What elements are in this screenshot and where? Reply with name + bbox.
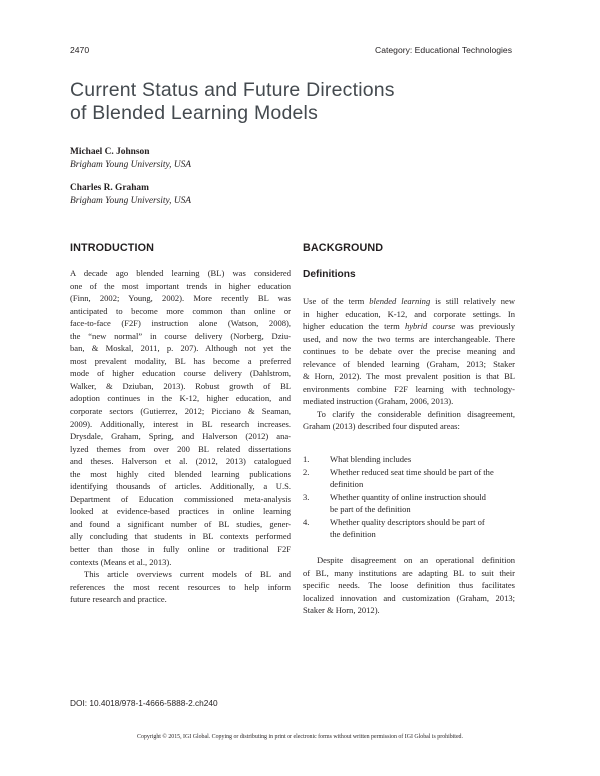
text-line: in higher education, K-12, and corporate settings. In <box>303 308 515 319</box>
text-line: Despite disagreement on an operational definition <box>317 555 515 565</box>
background-paragraph <box>303 295 515 408</box>
text-line: and found a significant number of BL studies, gener- <box>70 518 291 529</box>
background-paragraph <box>303 554 515 617</box>
text-line: and theses. Halverson et al. (2012, 2013) catalogued <box>70 456 291 467</box>
category-label: Category: Educational Technologies <box>375 45 512 55</box>
text-line: looked at evidence-based practices in online learning <box>70 506 291 517</box>
text-line: the “new normal” in course delivery (Norberg, Dziu- <box>70 330 291 341</box>
author-affiliation: Brigham Young University, USA <box>70 159 192 170</box>
list-item-number: 3. <box>303 491 310 502</box>
author-affiliation: Brigham Young University, USA <box>70 195 192 206</box>
text-line: definition <box>330 479 364 490</box>
title-line-2: of Blended Learning Models <box>70 101 319 124</box>
text-line: contexts (Means et al., 2013). <box>70 556 172 567</box>
text-line: one of the most important trends in higher education <box>70 280 291 291</box>
text-line: What blending includes <box>330 454 412 464</box>
text-line: 2009). Additionally, interest in BL research increases. <box>70 418 291 429</box>
text-line: Whether quantity of online instruction should <box>330 491 486 502</box>
background-paragraph <box>303 408 515 433</box>
list-item-text <box>330 453 515 466</box>
text-line: most prevalent modality, BL has become a preferred <box>70 355 291 366</box>
text-line: continues to be debate over the precise meaning and <box>303 346 515 357</box>
list-item <box>303 516 515 541</box>
definitions-subheading: Definitions <box>303 269 356 280</box>
list-item-number: 1. <box>303 454 310 464</box>
text-line: A decade ago blended learning (BL) was considered <box>70 268 291 278</box>
text-line: lyzed themes from over 200 BL related dissertations <box>70 443 291 454</box>
introduction-body <box>70 267 291 606</box>
list-item <box>303 466 515 491</box>
list-item-text <box>330 466 515 491</box>
text-line: ban, & Moskal, 2011, p. 207). Although not yet the <box>70 343 291 354</box>
author-block <box>70 182 191 207</box>
text-line: Walker, & Dziuban, 2013). Robust growth of BL <box>70 380 291 391</box>
introduction-paragraph <box>70 267 291 568</box>
text-line: ally concluding that students in BL contexts performed <box>70 531 291 542</box>
article-title <box>70 79 395 124</box>
list-item-number: 2. <box>303 466 310 477</box>
text-line: used, and now the two terms are interchangeable. There <box>303 333 515 344</box>
list-item-text <box>330 491 515 516</box>
background-body-2 <box>303 554 515 617</box>
author-name: Charles R. Graham <box>70 183 149 193</box>
text-line: mediated instruction (Graham, 2006, 2013). <box>303 396 454 407</box>
author-block <box>70 146 191 171</box>
text-line: identifying thousands of articles. Additionally, a U.S. <box>70 481 291 492</box>
author-name: Michael C. Johnson <box>70 147 150 157</box>
introduction-heading: INTRODUCTION <box>70 242 154 254</box>
list-item-number: 4. <box>303 516 310 527</box>
list-item <box>303 453 515 466</box>
text-line: environments combine F2F learning with technology- <box>303 383 515 394</box>
text-line: the definition <box>330 529 376 540</box>
title-line-1: Current Status and Future Directions <box>70 79 395 101</box>
text-line: the most highly cited blended learning publications <box>70 468 291 479</box>
disputed-areas-list <box>303 453 515 541</box>
page-number: 2470 <box>70 45 90 55</box>
text-line: adoption continues in the K-12, higher education, and <box>70 393 291 404</box>
list-item-text <box>330 516 515 541</box>
text-line: This article overviews current models of BL and <box>84 569 291 580</box>
text-line: specific needs. The loose definition thus facilitates <box>303 580 515 591</box>
text-line: better than those in fully online or traditional F2F <box>70 544 291 555</box>
text-line: Whether reduced seat time should be part of the <box>330 466 494 477</box>
text-line: corporate sectors (Gutierrez, 2012; Picciano & Seaman, <box>70 406 291 417</box>
text-line: of BL, many institutions are adapting BL to suit their <box>303 567 515 578</box>
text-line: face-to-face (F2F) instruction alone (Watson, 2008), <box>70 318 291 329</box>
text-line: relevance of blended learning (Graham, 2013; Staker <box>303 358 515 369</box>
background-heading: BACKGROUND <box>303 242 384 254</box>
list-item <box>303 491 515 516</box>
text-line: (Finn, 2002; Young, 2002). More recently BL was <box>70 293 291 304</box>
text-line: anticipated to become more common than online or <box>70 305 291 316</box>
introduction-paragraph <box>70 568 291 606</box>
text-line: Use of the term blended learning is still relatively new <box>303 296 516 306</box>
text-line: be part of the definition <box>330 504 411 515</box>
text-line: references the most recent resources to help inform <box>70 581 291 592</box>
text-line: Staker & Horn, 2012). <box>303 605 380 616</box>
text-line: & Horn, 2012). The most prevalent position is that BL <box>303 371 515 382</box>
text-line: To clarify the considerable definition disagreement, <box>317 408 515 419</box>
text-line: localized innovation and customization (Graham, 2013; <box>303 592 515 603</box>
text-line: future research and practice. <box>70 594 167 605</box>
text-line: Whether quality descriptors should be part of <box>330 516 485 527</box>
text-line: higher education the term hybrid course was previously <box>303 321 515 332</box>
text-line: Drysdale, Graham, Spring, and Halverson (2012) ana- <box>70 431 291 442</box>
text-line: mode of higher education course delivery (Dahlstrom, <box>70 368 291 379</box>
background-body <box>303 295 515 433</box>
doi: DOI: 10.4018/978-1-4666-5888-2.ch240 <box>70 698 218 708</box>
text-line: Graham (2013) described four disputed areas: <box>303 421 460 432</box>
copyright-notice: Copyright © 2015, IGI Global. Copying or distributing in print or electronic forms without written permission of IGI Global is prohibited. <box>137 734 463 740</box>
text-line: Department of Education commissioned meta-analysis <box>70 493 291 504</box>
